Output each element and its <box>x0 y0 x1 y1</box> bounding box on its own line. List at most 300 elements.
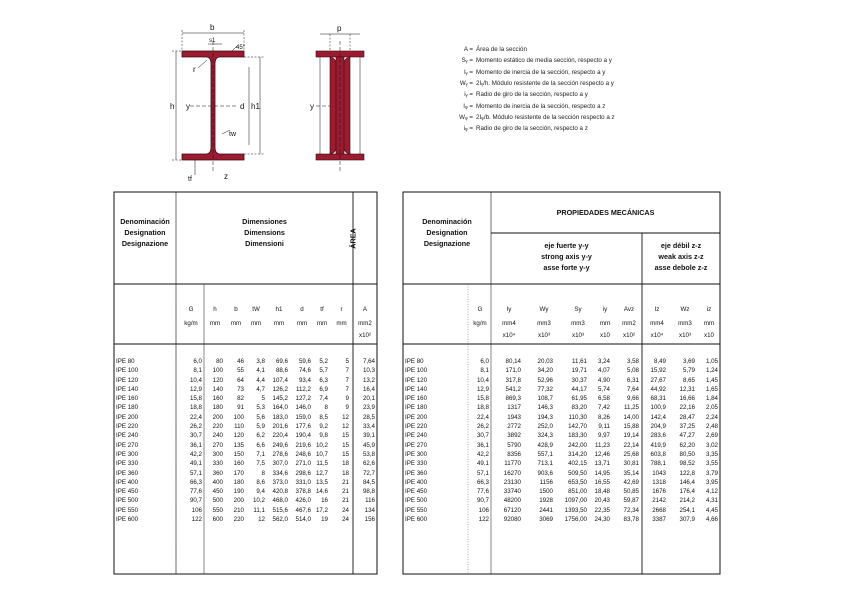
value-cell-b: 82 <box>237 395 244 403</box>
value-cell-d: 271,0 <box>295 460 311 468</box>
value-cell-G: 8,1 <box>480 367 489 375</box>
value-cell-G: 36,1 <box>476 441 489 449</box>
value-cell-b: 73 <box>237 385 244 393</box>
value-cell-iy: 4,90 <box>597 376 610 384</box>
legend-item: Wᵩ = 2Iᵩ/b. Módulo resistente de la sección respecto a z <box>459 114 615 122</box>
legend-item: iᵧ = Radio de giro de la sección, respecto a y <box>464 91 588 99</box>
value-cell-Avz: 59,87 <box>623 497 639 505</box>
value-cell-Sy: 851,00 <box>568 488 587 496</box>
value-cell-h: 120 <box>212 376 223 384</box>
dim-label-45: 45° <box>236 45 246 51</box>
value-cell-r: 7 <box>345 385 349 393</box>
value-cell-Avz: 5,08 <box>626 367 639 375</box>
value-cell-h: 330 <box>212 460 223 468</box>
value-cell-d: 190,4 <box>295 432 311 440</box>
legend-item: Iᵩ = Momento de inercia de la sección, respecto a z <box>463 102 606 110</box>
value-cell-b: 220 <box>233 516 244 524</box>
dim-label-z: z <box>224 172 228 181</box>
legend-item: Iᵧ = Momento de inercia de la sección, respecto a y <box>463 68 606 76</box>
value-cell-h: 200 <box>212 413 223 421</box>
table-row <box>114 431 377 440</box>
value-cell-tw: 4,7 <box>256 385 265 393</box>
value-cell-iy: 7,42 <box>597 404 610 412</box>
value-cell-d: 74,6 <box>298 367 311 375</box>
value-cell-b: 110 <box>234 423 244 431</box>
table-row <box>114 487 377 496</box>
table-row <box>114 366 377 375</box>
value-cell-h: 300 <box>212 450 223 458</box>
value-cell-G: 10,4 <box>476 376 489 384</box>
value-cell-b: 160 <box>233 460 244 468</box>
value-cell-iz: 1,65 <box>705 385 718 393</box>
table-row <box>114 478 377 487</box>
value-cell-Wy: 903,6 <box>537 469 553 477</box>
value-cell-Iy: 33740 <box>503 488 521 496</box>
profile-name-cell: IPE 200 <box>116 413 139 421</box>
profile-name-cell: IPE 300 <box>116 450 139 458</box>
value-cell-Wz: 8,65 <box>682 376 695 384</box>
value-cell-A: 10,3 <box>362 367 375 375</box>
left-dimensions-header: Dimensiones Dimensions Dimensioni <box>242 217 287 248</box>
table-row <box>114 515 377 524</box>
value-cell-Iz: 1043 <box>652 469 666 477</box>
value-cell-Avz: 72,34 <box>623 506 639 514</box>
value-cell-tf: 9,2 <box>319 423 328 431</box>
value-cell-r: 21 <box>342 478 349 486</box>
value-cell-tf: 13,5 <box>315 478 328 486</box>
value-cell-Iy: 317,8 <box>505 376 521 384</box>
value-cell-h: 600 <box>212 516 223 524</box>
value-cell-r: 21 <box>342 488 349 496</box>
value-cell-r: 9 <box>345 404 349 412</box>
value-cell-Wy: 557,1 <box>537 450 553 458</box>
unit-h: h mm <box>209 306 221 327</box>
legend-item: A = Área de la sección <box>463 46 527 53</box>
profile-name-cell: IPE 100 <box>116 367 139 375</box>
value-cell-tw: 8,6 <box>256 478 265 486</box>
value-cell-Wz: 28,47 <box>679 413 695 421</box>
value-cell-Avz: 25,68 <box>623 450 639 458</box>
value-cell-Wy: 324,3 <box>537 432 553 440</box>
value-cell-tf: 10,7 <box>315 450 328 458</box>
value-cell-A: 23,9 <box>362 404 375 412</box>
dim-label-y: y <box>186 102 190 111</box>
value-cell-b: 150 <box>233 450 244 458</box>
value-cell-h1: 278,6 <box>272 450 288 458</box>
table-row <box>403 469 720 478</box>
value-cell-b: 210 <box>233 506 244 514</box>
value-cell-Wy: 1928 <box>539 497 553 505</box>
value-cell-Sy: 44,17 <box>571 385 587 393</box>
value-cell-h: 160 <box>212 395 223 403</box>
value-cell-Wz: 37,25 <box>679 423 695 431</box>
profile-name-cell: IPE 450 <box>116 488 139 496</box>
value-cell-G: 42,2 <box>476 450 489 458</box>
value-cell-G: 122 <box>191 516 202 524</box>
value-cell-Wz: 62,20 <box>679 441 695 449</box>
profile-name-cell: IPE 550 <box>116 506 139 514</box>
value-cell-G: 22,4 <box>476 413 489 421</box>
table-row <box>403 385 720 394</box>
value-cell-d: 467,6 <box>295 506 311 514</box>
legend-item: Wᵧ = 2Iᵧ/h. Módulo resistente de la sección respecto a y <box>459 80 614 88</box>
value-cell-tw: 7,1 <box>256 450 265 458</box>
profile-name-cell: IPE 330 <box>116 460 139 468</box>
unit-Sy: Sy mm3 x10³ <box>571 306 585 339</box>
dimensions-table <box>114 357 377 524</box>
unit-Wz: Wz mm3 x10³ <box>678 306 692 339</box>
profile-name-cell: IPE 240 <box>405 432 428 440</box>
profile-name-cell: IPE 270 <box>405 441 428 449</box>
dim-label-p: p <box>337 24 342 33</box>
value-cell-G: 77,6 <box>476 488 489 496</box>
value-cell-tw: 5,9 <box>256 423 265 431</box>
profile-name-cell: IPE 360 <box>405 469 428 477</box>
value-cell-iz: 4,12 <box>705 488 718 496</box>
value-cell-iz: 2,48 <box>705 423 718 431</box>
value-cell-Iy: 5790 <box>507 441 521 449</box>
value-cell-A: 116 <box>365 497 375 505</box>
value-cell-h: 270 <box>212 441 223 449</box>
value-cell-h1: 334,6 <box>272 469 288 477</box>
value-cell-A: 53,8 <box>362 450 375 458</box>
value-cell-r: 18 <box>342 460 349 468</box>
legend-item: iᵩ = Radio de giro de la sección, respecto a z <box>463 125 588 133</box>
profile-name-cell: IPE 400 <box>116 478 139 486</box>
mechanical-properties-title: PROPIEDADES MECÁNICAS <box>556 208 655 217</box>
value-cell-A: 84,5 <box>362 478 375 486</box>
table-row <box>114 413 377 422</box>
value-cell-Iy: 869,3 <box>505 395 521 403</box>
value-cell-Iz: 788,1 <box>650 460 666 468</box>
value-cell-d: 59,6 <box>298 358 311 365</box>
value-cell-d: 426,0 <box>295 497 311 505</box>
strong-axis-header: eje fuerte y-y strong axis y-y asse forte y-y <box>541 241 592 272</box>
value-cell-h1: 69,6 <box>275 358 288 365</box>
value-cell-Sy: 1756,00 <box>564 516 587 524</box>
value-cell-b: 91 <box>237 404 244 412</box>
value-cell-Avz: 14,00 <box>623 413 639 421</box>
profile-name-cell: IPE 140 <box>116 385 139 393</box>
ipe-side-view <box>310 24 364 172</box>
value-cell-Iy: 2772 <box>507 423 521 431</box>
value-cell-h1: 88,6 <box>275 367 288 375</box>
table-row <box>114 376 377 385</box>
value-cell-A: 39,1 <box>362 432 375 440</box>
value-cell-tf: 17,2 <box>315 506 328 514</box>
value-cell-G: 57,1 <box>189 469 202 477</box>
value-cell-iy: 11,23 <box>594 441 610 449</box>
value-cell-Iz: 204,9 <box>650 423 666 431</box>
value-cell-Avz: 15,88 <box>623 423 639 431</box>
value-cell-Wy: 252,0 <box>537 423 553 431</box>
left-area-header: ÁREA <box>348 228 358 249</box>
value-cell-tw: 10,2 <box>252 497 265 505</box>
value-cell-tf: 16 <box>321 497 328 505</box>
value-cell-Iy: 1943 <box>507 413 521 421</box>
table-row <box>114 357 377 366</box>
dim-label-y-side: y <box>310 102 314 111</box>
dim-label-d: d <box>240 102 245 111</box>
unit-Iy: Iy mm4 x10⁴ <box>502 306 516 339</box>
value-cell-h1: 515,6 <box>272 506 288 514</box>
profile-name-cell: IPE 220 <box>405 423 428 431</box>
value-cell-h1: 468,0 <box>272 497 288 505</box>
table-row <box>403 357 720 366</box>
value-cell-Wy: 194,3 <box>537 413 553 421</box>
value-cell-tw: 4,4 <box>256 376 265 384</box>
value-cell-d: 298,6 <box>295 469 311 477</box>
table-row <box>403 403 720 412</box>
mechanical-properties-table <box>403 357 720 524</box>
value-cell-Sy: 509,50 <box>568 469 587 477</box>
unit-b: b mm <box>230 306 242 327</box>
value-cell-A: 16,4 <box>362 385 375 393</box>
value-cell-G: 6,0 <box>193 358 202 365</box>
value-cell-Iy: 92080 <box>503 516 521 524</box>
profile-name-cell: IPE 200 <box>405 413 428 421</box>
value-cell-iy: 8,26 <box>597 413 610 421</box>
profile-name-cell: IPE 120 <box>405 376 428 384</box>
weak-axis-header: eje débil z-z weak axis z-z asse debole z-z <box>654 241 708 272</box>
value-cell-Wz: 214,2 <box>679 497 695 505</box>
value-cell-G: 18,8 <box>476 404 489 412</box>
value-cell-d: 514,0 <box>295 516 311 524</box>
value-cell-iz: 4,45 <box>705 506 718 514</box>
value-cell-h1: 145,2 <box>272 395 288 403</box>
value-cell-iy: 3,24 <box>597 358 610 365</box>
value-cell-G: 12,9 <box>189 385 202 393</box>
value-cell-Iy: 1317 <box>507 404 521 412</box>
dim-label-r: r <box>193 65 196 74</box>
value-cell-Iz: 15,92 <box>650 367 666 375</box>
value-cell-A: 62,6 <box>362 460 375 468</box>
value-cell-iy: 18,48 <box>594 488 610 496</box>
value-cell-r: 15 <box>342 432 349 440</box>
value-cell-G: 42,2 <box>189 450 202 458</box>
value-cell-G: 6,0 <box>480 358 489 365</box>
value-cell-h: 400 <box>212 478 223 486</box>
table-row <box>403 394 720 403</box>
left-designation-header: Denominación Designation Designazione <box>120 217 170 248</box>
value-cell-b: 200 <box>233 497 244 505</box>
table-row <box>403 422 720 431</box>
value-cell-d: 177,6 <box>295 423 311 431</box>
value-cell-tf: 12,7 <box>315 469 328 477</box>
value-cell-Wy: 108,7 <box>537 395 553 403</box>
table-row <box>403 478 720 487</box>
value-cell-tw: 7,5 <box>256 460 265 468</box>
value-cell-Avz: 35,14 <box>623 469 639 477</box>
value-cell-d: 331,0 <box>295 478 311 486</box>
value-cell-iz: 3,55 <box>705 460 718 468</box>
value-cell-iz: 1,45 <box>705 376 718 384</box>
value-cell-Wy: 34,20 <box>537 367 553 375</box>
value-cell-Iz: 142,4 <box>650 413 666 421</box>
value-cell-h: 450 <box>212 488 223 496</box>
value-cell-iy: 5,74 <box>597 385 610 393</box>
value-cell-G: 12,9 <box>476 385 489 393</box>
value-cell-Wz: 47,27 <box>679 432 695 440</box>
value-cell-Iz: 68,31 <box>650 395 666 403</box>
value-cell-b: 190 <box>233 488 244 496</box>
value-cell-Wy: 1156 <box>539 478 553 486</box>
profile-name-cell: IPE 80 <box>116 358 135 365</box>
value-cell-h: 220 <box>212 423 223 431</box>
value-cell-b: 180 <box>233 478 244 486</box>
value-cell-tf: 7,4 <box>319 395 328 403</box>
value-cell-Wz: 307,9 <box>679 516 695 524</box>
value-cell-iy: 16,55 <box>594 478 610 486</box>
value-cell-G: 26,2 <box>189 423 202 431</box>
value-cell-h: 500 <box>212 497 223 505</box>
value-cell-iz: 3,79 <box>705 469 718 477</box>
table-row <box>114 385 377 394</box>
profile-name-cell: IPE 360 <box>116 469 139 477</box>
unit-tf: tf mm <box>316 306 328 327</box>
profile-name-cell: IPE 500 <box>116 497 139 505</box>
profile-name-cell: IPE 300 <box>405 450 428 458</box>
value-cell-Wy: 3069 <box>539 516 553 524</box>
value-cell-iz: 2,69 <box>705 432 718 440</box>
value-cell-Sy: 402,15 <box>568 460 587 468</box>
value-cell-G: 66,3 <box>189 478 202 486</box>
value-cell-Wz: 146,4 <box>679 478 695 486</box>
table-row <box>114 506 377 515</box>
value-cell-Sy: 1393,50 <box>564 506 587 514</box>
value-cell-Wz: 122,8 <box>679 469 695 477</box>
value-cell-Iz: 419,9 <box>650 441 666 449</box>
value-cell-Wz: 176,4 <box>679 488 695 496</box>
value-cell-G: 30,7 <box>189 432 202 440</box>
value-cell-iy: 6,58 <box>597 395 610 403</box>
value-cell-tw: 3,8 <box>256 358 265 365</box>
value-cell-tf: 10,2 <box>315 441 328 449</box>
dim-label-b: b <box>210 23 215 32</box>
unit-r: r mm <box>336 306 347 327</box>
unit-Avz: Avz mm2 x10² <box>622 306 636 339</box>
value-cell-Avz: 6,31 <box>626 376 639 384</box>
value-cell-A: 33,4 <box>362 423 375 431</box>
table-row <box>114 469 377 478</box>
value-cell-h1: 562,0 <box>272 516 288 524</box>
value-cell-d: 219,6 <box>295 441 311 449</box>
value-cell-tw: 5,6 <box>256 413 265 421</box>
value-cell-b: 120 <box>233 432 244 440</box>
value-cell-Iy: 80,14 <box>505 358 521 365</box>
value-cell-tf: 5,7 <box>319 367 328 375</box>
value-cell-Avz: 7,64 <box>626 385 639 393</box>
value-cell-tf: 6,3 <box>319 376 328 384</box>
value-cell-G: 66,3 <box>476 478 489 486</box>
value-cell-G: 49,1 <box>189 460 202 468</box>
table-row <box>114 496 377 505</box>
value-cell-Iy: 171,0 <box>505 367 521 375</box>
value-cell-tf: 11,5 <box>316 460 328 468</box>
unit-Wy: Wy mm3 x10³ <box>537 306 551 339</box>
value-cell-Iy: 16270 <box>503 469 521 477</box>
value-cell-r: 24 <box>342 516 349 524</box>
value-cell-G: 8,1 <box>193 367 202 375</box>
profile-name-cell: IPE 330 <box>405 460 428 468</box>
value-cell-Iy: 8356 <box>507 450 521 458</box>
value-cell-Wy: 1500 <box>539 488 553 496</box>
value-cell-iz: 1,05 <box>705 358 718 365</box>
unit-G: G kg/m <box>184 306 198 327</box>
value-cell-Sy: 11,61 <box>571 358 587 365</box>
value-cell-tf: 6,9 <box>319 385 328 393</box>
value-cell-Sy: 110,30 <box>568 413 587 421</box>
value-cell-iy: 24,30 <box>594 516 610 524</box>
value-cell-Sy: 142,70 <box>568 423 587 431</box>
value-cell-Sy: 19,71 <box>571 367 587 375</box>
value-cell-Wy: 52,96 <box>537 376 553 384</box>
value-cell-Iz: 27,67 <box>650 376 666 384</box>
value-cell-Wz: 3,69 <box>682 358 695 365</box>
value-cell-tf: 9,8 <box>319 432 328 440</box>
value-cell-Wy: 146,3 <box>537 404 553 412</box>
value-cell-Avz: 19,14 <box>623 432 639 440</box>
value-cell-h: 240 <box>212 432 223 440</box>
value-cell-Sy: 242,00 <box>568 441 587 449</box>
value-cell-h: 550 <box>212 506 223 514</box>
ipe-section-drawing <box>170 23 264 183</box>
value-cell-h: 100 <box>212 367 223 375</box>
value-cell-G: 106 <box>478 506 489 514</box>
dim-label-s1: s1 <box>209 38 216 44</box>
unit-tw: tW mm <box>250 306 262 327</box>
value-cell-d: 248,6 <box>295 450 311 458</box>
value-cell-G: 77,6 <box>189 488 202 496</box>
value-cell-G: 26,2 <box>476 423 489 431</box>
value-cell-A: 156 <box>364 516 375 524</box>
value-cell-Avz: 9,66 <box>626 395 639 403</box>
value-cell-tw: 6,2 <box>256 432 265 440</box>
profile-name-cell: IPE 80 <box>405 358 424 365</box>
value-cell-Avz: 50,85 <box>623 488 639 496</box>
value-cell-G: 15,8 <box>189 395 202 403</box>
value-cell-A: 7,64 <box>362 358 375 365</box>
value-cell-iz: 4,31 <box>705 497 718 505</box>
value-cell-iy: 22,35 <box>594 506 610 514</box>
table-row <box>403 506 720 515</box>
profile-name-cell: IPE 600 <box>405 516 428 524</box>
value-cell-h: 180 <box>212 404 223 412</box>
table-row <box>403 487 720 496</box>
value-cell-Sy: 653,50 <box>568 478 587 486</box>
value-cell-iy: 4,07 <box>597 367 610 375</box>
value-cell-Avz: 11,25 <box>623 404 639 412</box>
dim-label-tf: tf <box>188 176 192 183</box>
value-cell-Avz: 30,81 <box>623 460 639 468</box>
unit-Iz: Iz mm4 x10⁴ <box>650 306 664 339</box>
table-row <box>403 413 720 422</box>
value-cell-h1: 107,4 <box>272 376 288 384</box>
table-row <box>403 496 720 505</box>
value-cell-Iy: 11770 <box>504 460 521 468</box>
value-cell-tw: 9,4 <box>256 488 265 496</box>
value-cell-tf: 5,2 <box>319 358 328 365</box>
value-cell-A: 134 <box>364 506 375 514</box>
value-cell-h1: 201,6 <box>272 423 288 431</box>
value-cell-iy: 9,97 <box>597 432 610 440</box>
profile-name-cell: IPE 450 <box>405 488 428 496</box>
value-cell-iy: 12,46 <box>594 450 610 458</box>
value-cell-r: 15 <box>342 441 349 449</box>
profile-name-cell: IPE 160 <box>405 395 428 403</box>
value-cell-r: 5 <box>345 358 349 365</box>
value-cell-Wz: 16,66 <box>679 395 695 403</box>
